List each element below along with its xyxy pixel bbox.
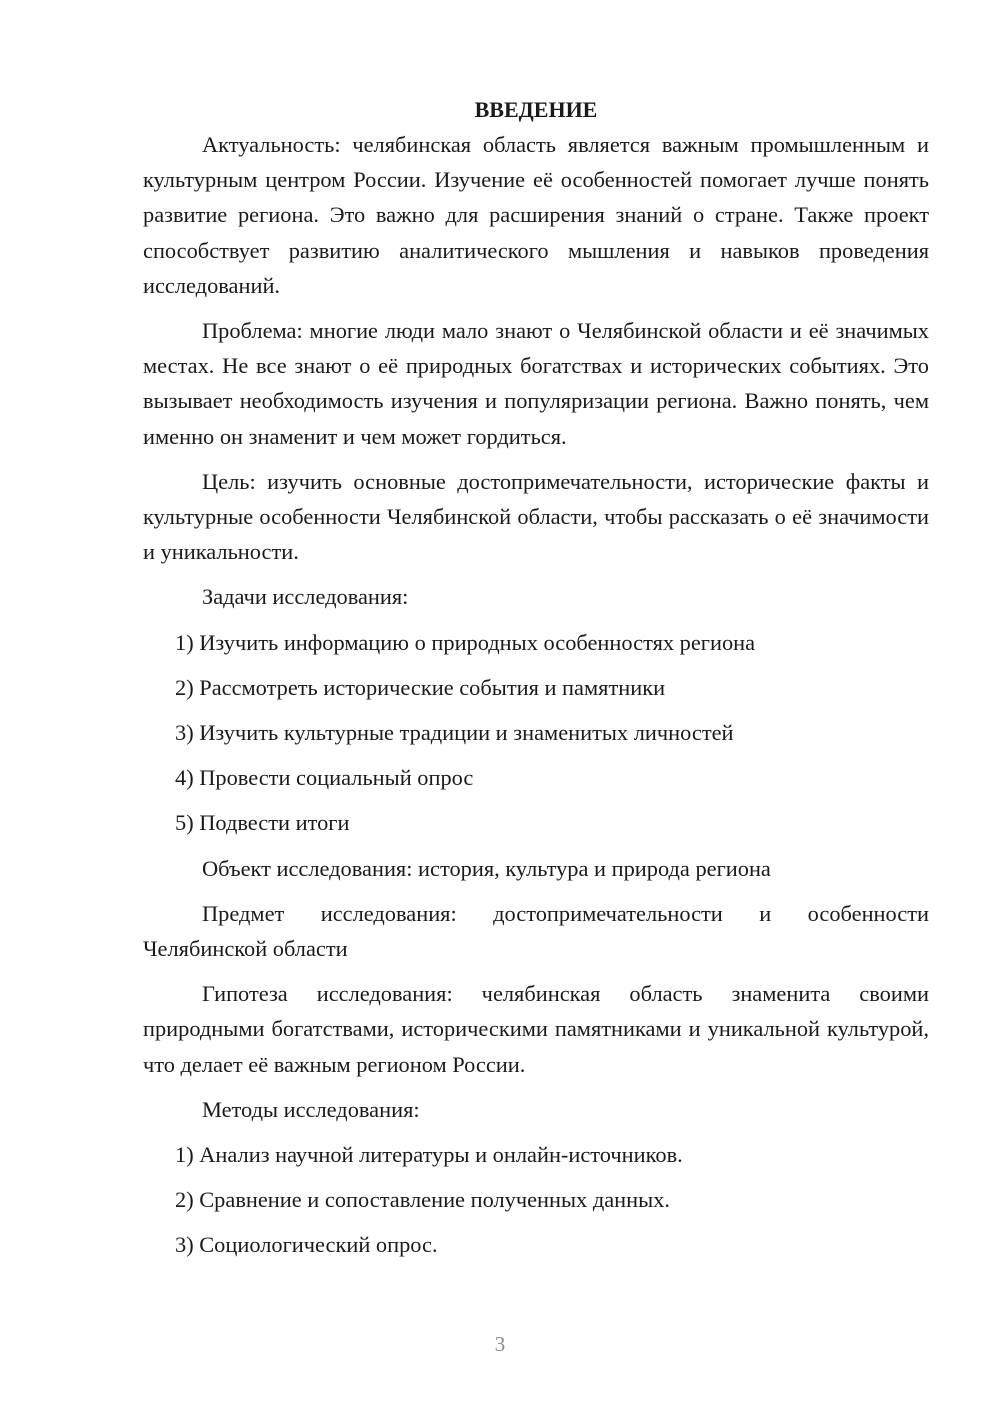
list-item: 2) Рассмотреть исторические события и памятники: [175, 674, 666, 700]
list-item: 3) Изучить культурные традиции и знаменитых личностей: [175, 720, 734, 746]
goal-paragraph: Цель: изучить основные достопримечательности, исторические факты и культурные особенности Челябинской области, чтобы рассказать о её значимости и уникальности.: [143, 468, 929, 565]
list-item: 1) Анализ научной литературы и онлайн-источников.: [175, 1142, 683, 1168]
list-item: 4) Провести социальный опрос: [175, 765, 474, 791]
list-item: 3) Социологический опрос.: [175, 1232, 438, 1258]
list-item: 2) Сравнение и сопоставление полученных данных.: [175, 1187, 670, 1213]
problem-paragraph: Проблема: многие люди мало знают о Челябинской области и её значимых местах. Не все знают о её природных богатствах и исторических событиях. Это вызывает необходимость изучения и популяризации региона. Важно понять, чем именно он знаменит и чем может гордиться.: [143, 318, 929, 449]
object-paragraph: Объект исследования: история, культура и природа региона: [202, 855, 771, 881]
page-content: [143, 92, 929, 1273]
page-title: ВВЕДЕНИЕ: [474, 97, 598, 122]
hypothesis-paragraph: Гипотеза исследования: челябинская область знаменита своими природными богатствами, историческими памятниками и уникальной культурой, что делает её важным регионом России.: [143, 981, 929, 1077]
methods-heading: Методы исследования:: [202, 1096, 420, 1122]
relevance-paragraph: Актуальность: челябинская область является важным промышленным и культурным центром России. Изучение её особенностей помогает лучше понять развитие региона. Это важно для расширения знаний о стране. Также проект способствует развитию аналитического мышления и навыков проведения исследований.: [143, 132, 929, 298]
subject-paragraph: Предмет исследования: достопримечательности и особенности Челябинской области: [143, 900, 929, 962]
methods-list: [143, 1137, 929, 1263]
list-item: 5) Подвести итоги: [175, 810, 350, 836]
page-number: 3: [494, 1332, 506, 1356]
list-item: 1) Изучить информацию о природных особенностях региона: [175, 629, 756, 655]
tasks-list: [143, 625, 929, 841]
tasks-heading: Задачи исследования:: [202, 584, 409, 610]
